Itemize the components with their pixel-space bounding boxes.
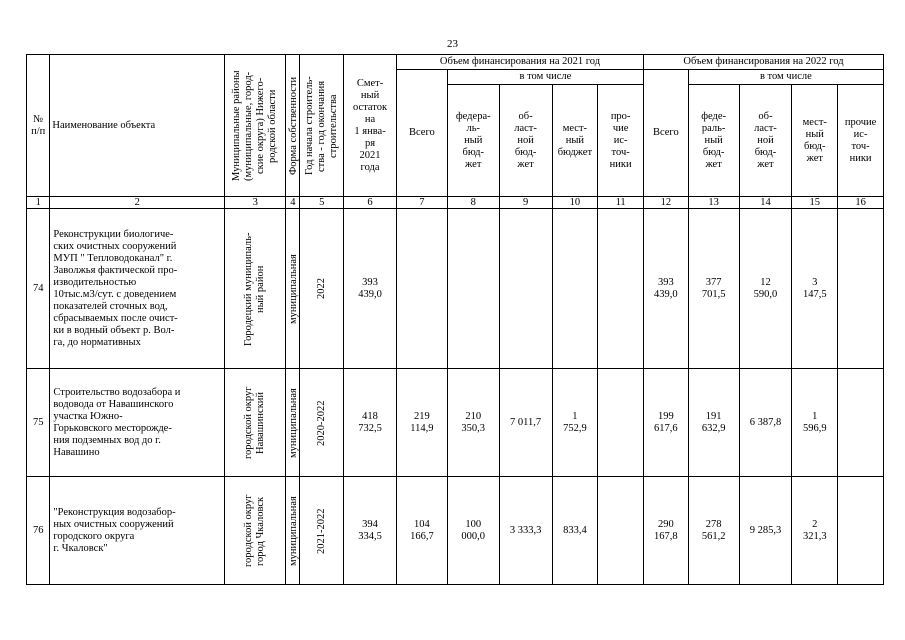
header-federal-2022: феде- раль- ный бюд- жет <box>688 85 739 197</box>
row-other-2022 <box>838 209 884 369</box>
row-total-2021: 104 166,7 <box>396 477 447 585</box>
row-federal-2022: 191 632,9 <box>688 369 739 477</box>
row-federal-2021: 100 000,0 <box>447 477 499 585</box>
row-local-2022: 1 596,9 <box>792 369 838 477</box>
page-number: 23 <box>447 38 458 50</box>
row-regional-2021 <box>499 209 552 369</box>
index-cell: 16 <box>838 197 884 209</box>
index-cell: 5 <box>300 197 344 209</box>
row-num: 75 <box>27 369 50 477</box>
table-row <box>27 209 884 369</box>
table-row <box>27 477 884 585</box>
header-row-1 <box>27 55 884 70</box>
row-name: "Реконструкция водозабор- ных очистных сооружений городского округа г. Чкаловск" <box>50 477 225 585</box>
row-num: 74 <box>27 209 50 369</box>
index-cell: 3 <box>225 197 286 209</box>
row-years: 2022 <box>300 209 344 369</box>
header-federal-2021: федера- ль- ный бюд- жет <box>447 85 499 197</box>
row-remaining: 418 732,5 <box>344 369 397 477</box>
header-num: № п/п <box>27 55 50 197</box>
index-cell: 12 <box>644 197 689 209</box>
header-regional-2022: об- ласт- ной бюд- жет <box>739 85 792 197</box>
row-federal-2022: 278 561,2 <box>688 477 739 585</box>
header-local-2022: мест- ный бюд- жет <box>792 85 838 197</box>
header-ownership: Форма собственности <box>286 55 300 197</box>
index-cell: 14 <box>739 197 792 209</box>
header-other-2021: про- чие ис- точ- ники <box>598 85 644 197</box>
row-other-2022 <box>838 369 884 477</box>
row-local-2021: 833,4 <box>552 477 598 585</box>
index-cell: 2 <box>50 197 225 209</box>
row-years: 2021-2022 <box>300 477 344 585</box>
row-other-2021 <box>598 477 644 585</box>
header-total-2021: Всего <box>396 70 447 197</box>
row-regional-2022: 9 285,3 <box>739 477 792 585</box>
row-local-2021 <box>552 209 598 369</box>
header-local-2021: мест- ный бюджет <box>552 85 598 197</box>
index-cell: 8 <box>447 197 499 209</box>
row-remaining: 394 334,5 <box>344 477 397 585</box>
row-federal-2022: 377 701,5 <box>688 209 739 369</box>
row-district: Городецкий муниципаль- ный район <box>225 209 286 369</box>
row-ownership: муниципальная <box>286 369 300 477</box>
header-including-2021: в том числе <box>447 70 643 85</box>
header-including-2022: в том числе <box>688 70 883 85</box>
index-cell: 13 <box>688 197 739 209</box>
index-cell: 7 <box>396 197 447 209</box>
row-ownership: муниципальная <box>286 477 300 585</box>
index-cell: 11 <box>598 197 644 209</box>
row-regional-2022: 12 590,0 <box>739 209 792 369</box>
row-federal-2021 <box>447 209 499 369</box>
row-total-2022: 290 167,8 <box>644 477 689 585</box>
row-num: 76 <box>27 477 50 585</box>
row-ownership: муниципальная <box>286 209 300 369</box>
row-other-2021 <box>598 369 644 477</box>
row-local-2022: 3 147,5 <box>792 209 838 369</box>
header-years: Год начала строитель- ства - год окончания строительства <box>300 55 344 197</box>
row-other-2021 <box>598 209 644 369</box>
row-regional-2022: 6 387,8 <box>739 369 792 477</box>
header-total-2022: Всего <box>644 70 689 197</box>
row-regional-2021: 3 333,3 <box>499 477 552 585</box>
header-fin-2022: Объем финансирования на 2022 год <box>644 55 884 70</box>
row-total-2022: 393 439,0 <box>644 209 689 369</box>
column-index-row <box>27 197 884 209</box>
row-total-2021: 219 114,9 <box>396 369 447 477</box>
row-name: Строительство водозабора и водовода от Навашинского участка Южно- Горьковского месторожде- ния подземных вод до г. Навашино <box>50 369 225 477</box>
row-total-2022: 199 617,6 <box>644 369 689 477</box>
row-name: Реконструкции биологиче- ских очистных сооружений МУП " Тепловодоканал" г. Заволжья фактической про- изводительностью 10тыс.м3/сут. с доведением показателей сточных вод, сбрасываемых после очист- ки в водный объект р. Вол- га, до нормативных <box>50 209 225 369</box>
index-cell: 4 <box>286 197 300 209</box>
header-regional-2021: об- ласт- ной бюд- жет <box>499 85 552 197</box>
index-cell: 9 <box>499 197 552 209</box>
row-district: городской округ Навашинский <box>225 369 286 477</box>
row-district: городской округ город Чкаловск <box>225 477 286 585</box>
row-regional-2021: 7 011,7 <box>499 369 552 477</box>
header-remaining: Смет- ный остаток на 1 янва- ря 2021 года <box>344 55 397 197</box>
row-local-2022: 2 321,3 <box>792 477 838 585</box>
header-name: Наименование объекта <box>50 55 225 197</box>
financing-table <box>26 54 884 585</box>
row-remaining: 393 439,0 <box>344 209 397 369</box>
row-other-2022 <box>838 477 884 585</box>
header-fin-2021: Объем финансирования на 2021 год <box>396 55 643 70</box>
row-local-2021: 1 752,9 <box>552 369 598 477</box>
row-total-2021 <box>396 209 447 369</box>
index-cell: 15 <box>792 197 838 209</box>
index-cell: 10 <box>552 197 598 209</box>
index-cell: 1 <box>27 197 50 209</box>
index-cell: 6 <box>344 197 397 209</box>
table-row <box>27 369 884 477</box>
header-other-2022: прочие ис- точ- ники <box>838 85 884 197</box>
header-district: Муниципальные районы (муниципальные, город- ские округа) Нижего- родской области <box>225 55 286 197</box>
row-federal-2021: 210 350,3 <box>447 369 499 477</box>
row-years: 2020-2022 <box>300 369 344 477</box>
